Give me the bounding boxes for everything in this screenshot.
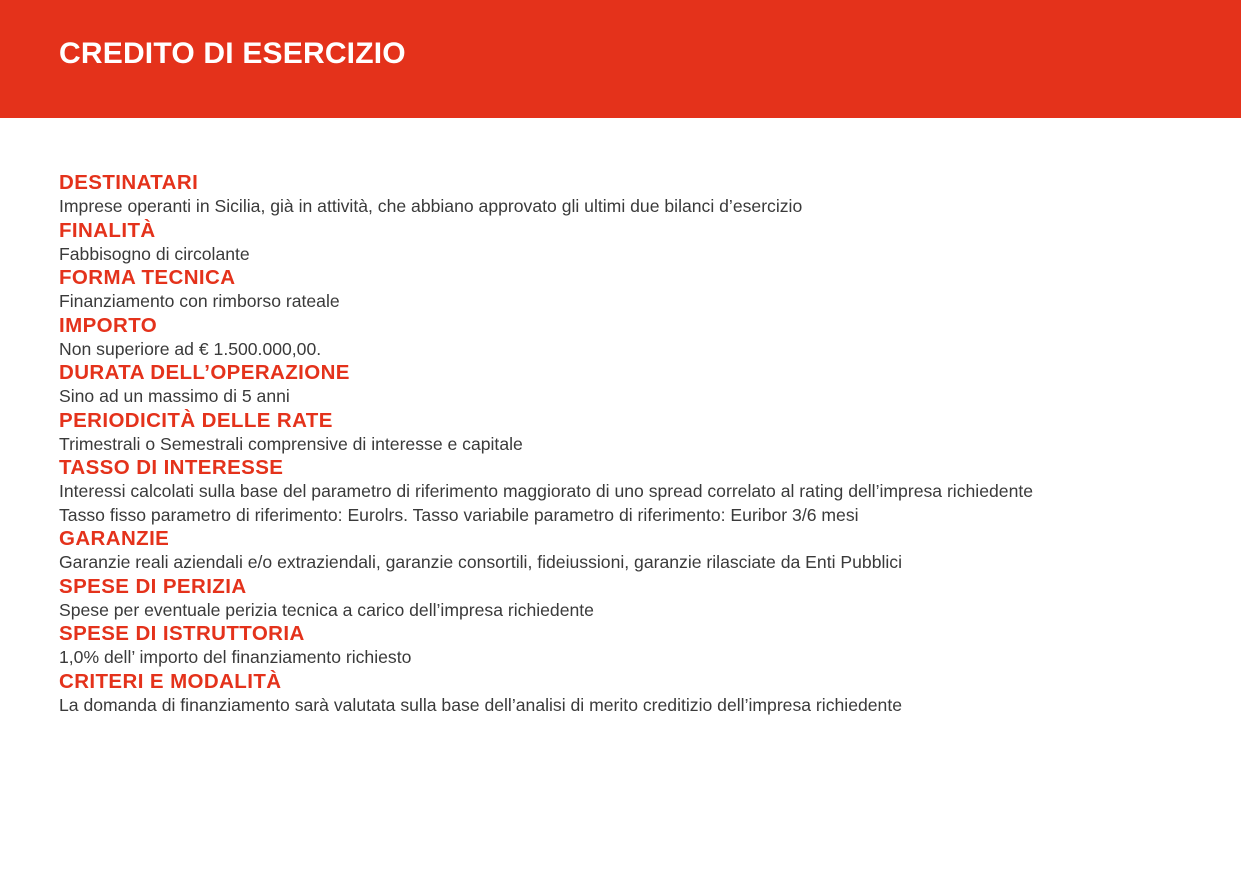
section-durata [59, 361, 1229, 409]
section-criteri-e-modalita [59, 670, 1229, 718]
page-title: CREDITO DI ESERCIZIO [59, 37, 406, 70]
section-heading: DURATA DELL’OPERAZIONE [59, 361, 350, 384]
section-heading: GARANZIE [59, 527, 170, 550]
section-destinatari [59, 171, 1229, 219]
product-details [59, 171, 1229, 717]
section-text: Finanziamento con rimborso rateale [59, 291, 340, 311]
section-text: Spese per eventuale perizia tecnica a carico dell’impresa richiedente [59, 599, 594, 620]
section-spese-di-istruttoria [59, 622, 1229, 670]
section-periodicita [59, 409, 1229, 457]
section-text: Tasso fisso parametro di riferimento: Eurolrs. Tasso variabile parametro di riferimento: Euribor 3/6 mesi [59, 504, 859, 525]
section-heading: SPESE DI ISTRUTTORIA [59, 622, 305, 645]
section-text: Sino ad un massimo di 5 anni [59, 386, 290, 406]
section-heading: PERIODICITÀ DELLE RATE [59, 408, 333, 432]
section-heading: TASSO DI INTERESSE [59, 456, 284, 479]
section-text: Interessi calcolati sulla base del parametro di riferimento maggiorato di uno spread correlato al rating dell’impresa richiedente [59, 481, 1034, 501]
section-heading: FINALITÀ [59, 218, 156, 242]
section-forma-tecnica [59, 266, 1229, 314]
section-text: Garanzie reali aziendali e/o extraziendali, garanzie consortili, fideiussioni, garanzie rilasciate da Enti Pubblici [59, 552, 902, 572]
section-text: La domanda di finanziamento sarà valutata sulla base dell’analisi di merito creditizio dell’impresa richiedente [59, 694, 903, 715]
section-finalita [59, 219, 1229, 267]
section-importo [59, 314, 1229, 362]
section-tasso-di-interesse [59, 456, 1229, 527]
section-heading: CRITERI E MODALITÀ [59, 669, 282, 693]
section-spese-di-perizia [59, 575, 1229, 623]
section-heading: SPESE DI PERIZIA [59, 574, 247, 598]
section-text: Trimestrali o Semestrali comprensive di interesse e capitale [59, 433, 523, 454]
section-heading: IMPORTO [59, 313, 158, 337]
section-text: 1,0% dell’ importo del finanziamento richiesto [59, 647, 412, 667]
section-text: Fabbisogno di circolante [59, 243, 250, 264]
section-garanzie [59, 527, 1229, 575]
section-heading: FORMA TECNICA [59, 266, 236, 289]
section-heading: DESTINATARI [59, 171, 199, 194]
section-text: Imprese operanti in Sicilia, già in attività, che abbiano approvato gli ultimi due bilanci d’esercizio [59, 196, 803, 216]
section-text: Non superiore ad € 1.500.000,00. [59, 338, 322, 359]
